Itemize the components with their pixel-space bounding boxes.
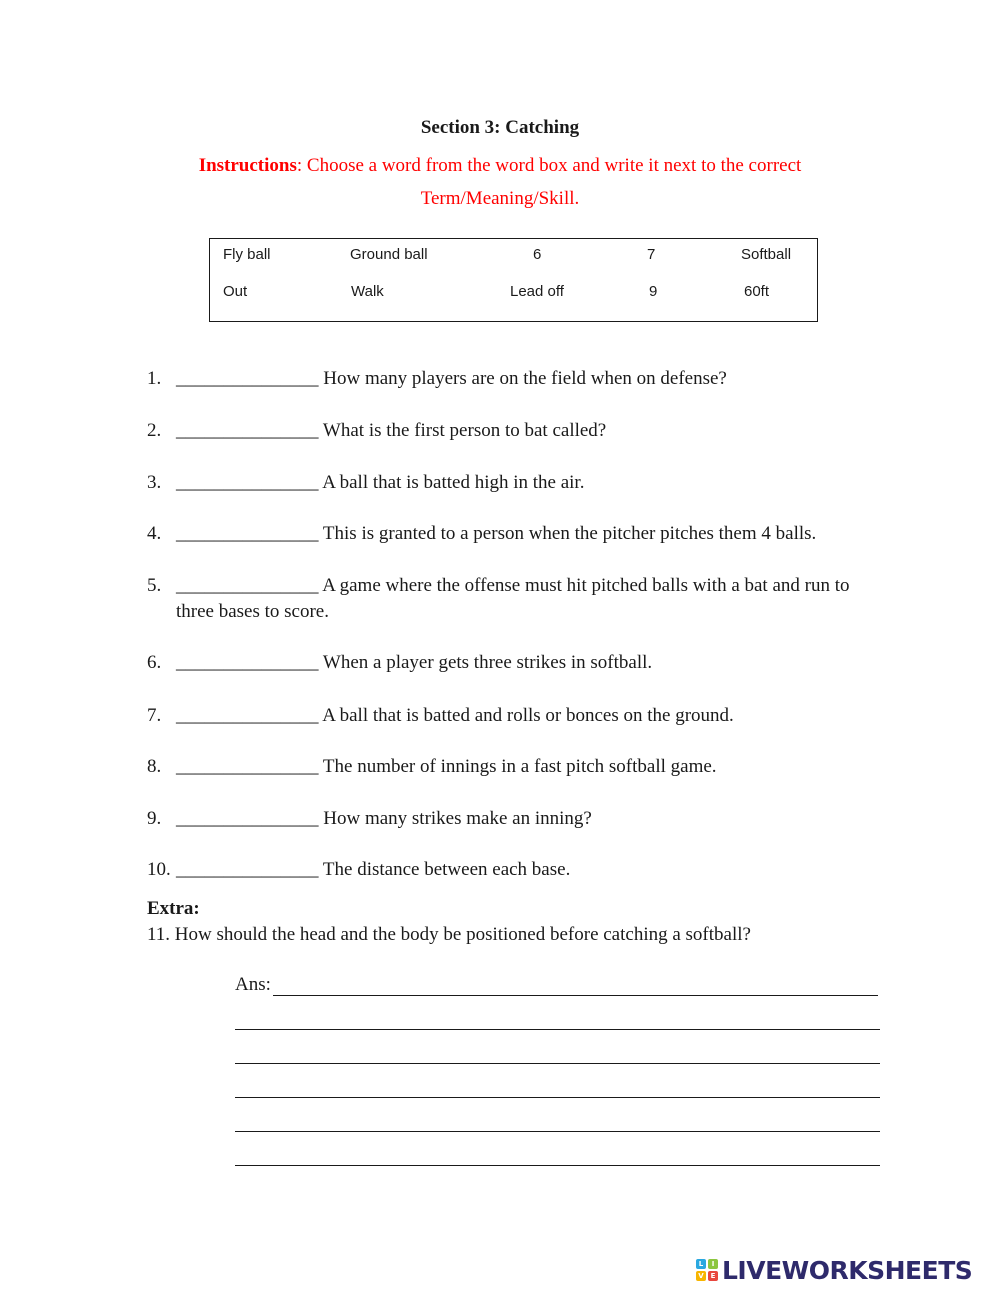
answer-label: Ans: <box>235 974 271 995</box>
answer-blank[interactable]: _______________ <box>176 859 319 880</box>
question-8 <box>147 756 717 778</box>
question-7 <box>147 705 734 727</box>
question-number: 4. <box>147 523 162 544</box>
word-box-item: Softball <box>741 246 792 263</box>
word-box-item: Fly ball <box>223 246 271 263</box>
answer-blank[interactable]: _______________ <box>176 808 319 829</box>
word-box-item: 9 <box>649 283 658 300</box>
word-box-item: 6 <box>533 246 542 263</box>
answer-blank[interactable]: _______________ <box>176 575 319 596</box>
question-10 <box>147 859 570 881</box>
logo-square: V <box>696 1271 706 1281</box>
question-2 <box>147 420 606 442</box>
question-text: A ball that is batted high in the air. <box>322 472 585 493</box>
question-1 <box>147 368 727 390</box>
answer-line[interactable] <box>235 1097 880 1098</box>
instructions-line-2: Term/Meaning/Skill. <box>420 188 580 209</box>
instructions-text: : Choose a word from the word box and write it next to the correct <box>296 155 802 176</box>
answer-line[interactable] <box>273 995 878 996</box>
word-box-item: 7 <box>647 246 656 263</box>
answer-blank[interactable]: _______________ <box>176 368 319 389</box>
question-number: 3. <box>147 472 162 493</box>
answer-line[interactable] <box>235 1165 880 1166</box>
question-4 <box>147 523 816 545</box>
answer-line[interactable] <box>235 1063 880 1064</box>
instructions-line-1 <box>0 155 1000 177</box>
question-number: 8. <box>147 756 162 777</box>
question-text: How many players are on the field when on defense? <box>323 368 727 389</box>
question-5-continuation: three bases to score. <box>176 601 329 622</box>
question-text: When a player gets three strikes in softball. <box>322 652 653 673</box>
question-text: A game where the offense must hit pitched balls with a bat and run to <box>322 575 850 596</box>
answer-blank[interactable]: _______________ <box>176 523 319 544</box>
question-9 <box>147 808 592 830</box>
word-box-item: 60ft <box>744 283 770 300</box>
question-text: The number of innings in a fast pitch softball game. <box>322 756 717 777</box>
question-11: 11. How should the head and the body be positioned before catching a softball? <box>147 924 751 945</box>
answer-line[interactable] <box>235 1131 880 1132</box>
question-number: 10. <box>147 859 171 880</box>
question-number: 2. <box>147 420 162 441</box>
answer-blank[interactable]: _______________ <box>176 472 319 493</box>
question-text: What is the first person to bat called? <box>322 420 607 441</box>
logo-text: LIVEWORKSHEETS <box>722 1255 973 1285</box>
question-number: 7. <box>147 705 162 726</box>
word-box-item: Walk <box>351 283 384 300</box>
logo-square: I <box>708 1259 718 1269</box>
question-3 <box>147 472 584 494</box>
word-box-item: Lead off <box>510 283 564 300</box>
logo-mark-icon <box>696 1259 718 1281</box>
word-box-item: Ground ball <box>350 246 428 263</box>
question-text: A ball that is batted and rolls or bonces on the ground. <box>322 705 734 726</box>
answer-blank[interactable]: _______________ <box>176 652 319 673</box>
instructions-label: Instructions <box>198 155 297 176</box>
question-text: The distance between each base. <box>322 859 571 880</box>
word-box-item: Out <box>223 283 248 300</box>
logo-square: E <box>708 1271 718 1281</box>
word-box <box>209 238 818 322</box>
answer-line[interactable] <box>235 1029 880 1030</box>
question-5 <box>147 575 850 597</box>
question-number: 1. <box>147 368 162 389</box>
question-number: 9. <box>147 808 162 829</box>
section-title: Section 3: Catching <box>420 117 580 138</box>
answer-blank[interactable]: _______________ <box>176 420 319 441</box>
extra-label: Extra: <box>147 898 200 919</box>
logo-square: L <box>696 1259 706 1269</box>
question-text: This is granted to a person when the pitcher pitches them 4 balls. <box>322 523 817 544</box>
question-number: 6. <box>147 652 162 673</box>
question-number: 5. <box>147 575 162 596</box>
liveworksheets-logo <box>696 1253 972 1287</box>
question-text: How many strikes make an inning? <box>323 808 592 829</box>
answer-blank[interactable]: _______________ <box>176 705 319 726</box>
answer-blank[interactable]: _______________ <box>176 756 319 777</box>
question-6 <box>147 652 652 674</box>
